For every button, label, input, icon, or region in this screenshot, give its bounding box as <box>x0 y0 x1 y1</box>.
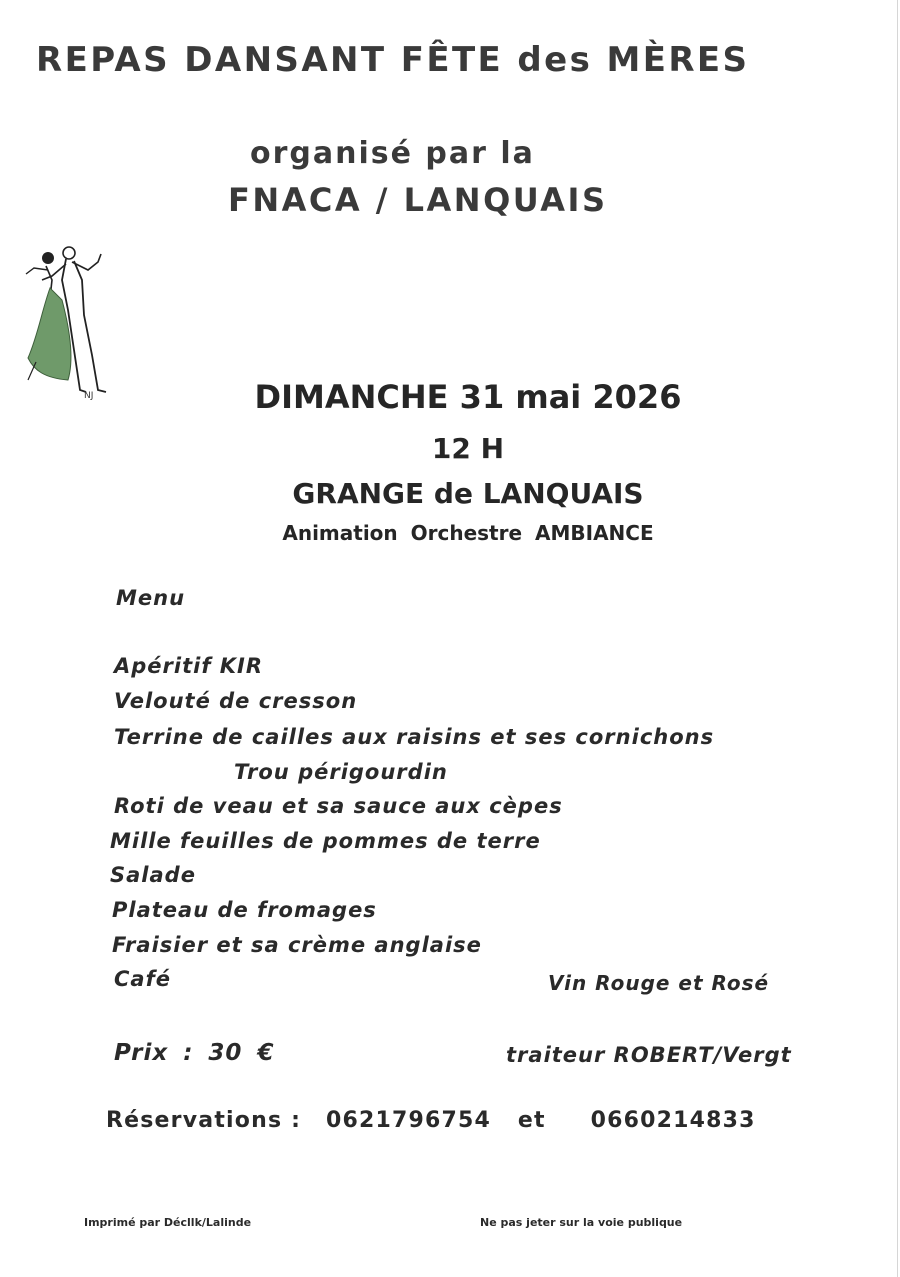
printer-credit: Imprimé par Décllk/Lalinde <box>84 1216 252 1229</box>
menu-item: Café <box>114 967 171 991</box>
menu-item: Trou périgourdin <box>234 760 448 784</box>
event-date: DIMANCHE 31 mai 2026 <box>254 378 682 416</box>
price: Prix : 30 € <box>114 1040 275 1066</box>
svg-text:NJ: NJ <box>84 391 94 400</box>
menu-item: Terrine de cailles aux raisins et ses cornichons <box>114 725 715 749</box>
organizer-line-2: FNACA / LANQUAIS <box>228 181 608 219</box>
reservations-label: Réservations : <box>106 1108 302 1133</box>
menu-heading: Menu <box>116 586 186 610</box>
event-animation: Animation Orchestre AMBIANCE <box>282 521 654 545</box>
caterer: traiteur ROBERT/Vergt <box>506 1043 792 1067</box>
event-place: GRANGE de LANQUAIS <box>292 477 644 510</box>
reservations-and: et <box>517 1108 546 1133</box>
flyer-title: REPAS DANSANT FÊTE des MÈRES <box>36 40 750 80</box>
menu-item: Roti de veau et sa sauce aux cèpes <box>114 794 563 818</box>
menu-item: Salade <box>110 863 196 887</box>
organizer-line-1: organisé par la <box>250 136 535 171</box>
menu-item: Mille feuilles de pommes de terre <box>110 829 541 853</box>
page-edge-line <box>897 0 898 1277</box>
wine-note: Vin Rouge et Rosé <box>548 971 770 995</box>
event-time: 12 H <box>431 432 505 465</box>
reservations-phone-1: 0621796754 <box>325 1108 492 1133</box>
dancing-couple-icon <box>22 240 112 400</box>
reservations-phone-2: 0660214833 <box>590 1108 756 1133</box>
menu-item: Apéritif KIR <box>114 654 264 678</box>
disposal-notice: Ne pas jeter sur la voie publique <box>480 1216 683 1229</box>
reservations <box>106 1108 756 1133</box>
menu-item: Fraisier et sa crème anglaise <box>112 933 482 957</box>
menu-item: Velouté de cresson <box>114 689 358 713</box>
menu-item: Plateau de fromages <box>112 898 377 922</box>
